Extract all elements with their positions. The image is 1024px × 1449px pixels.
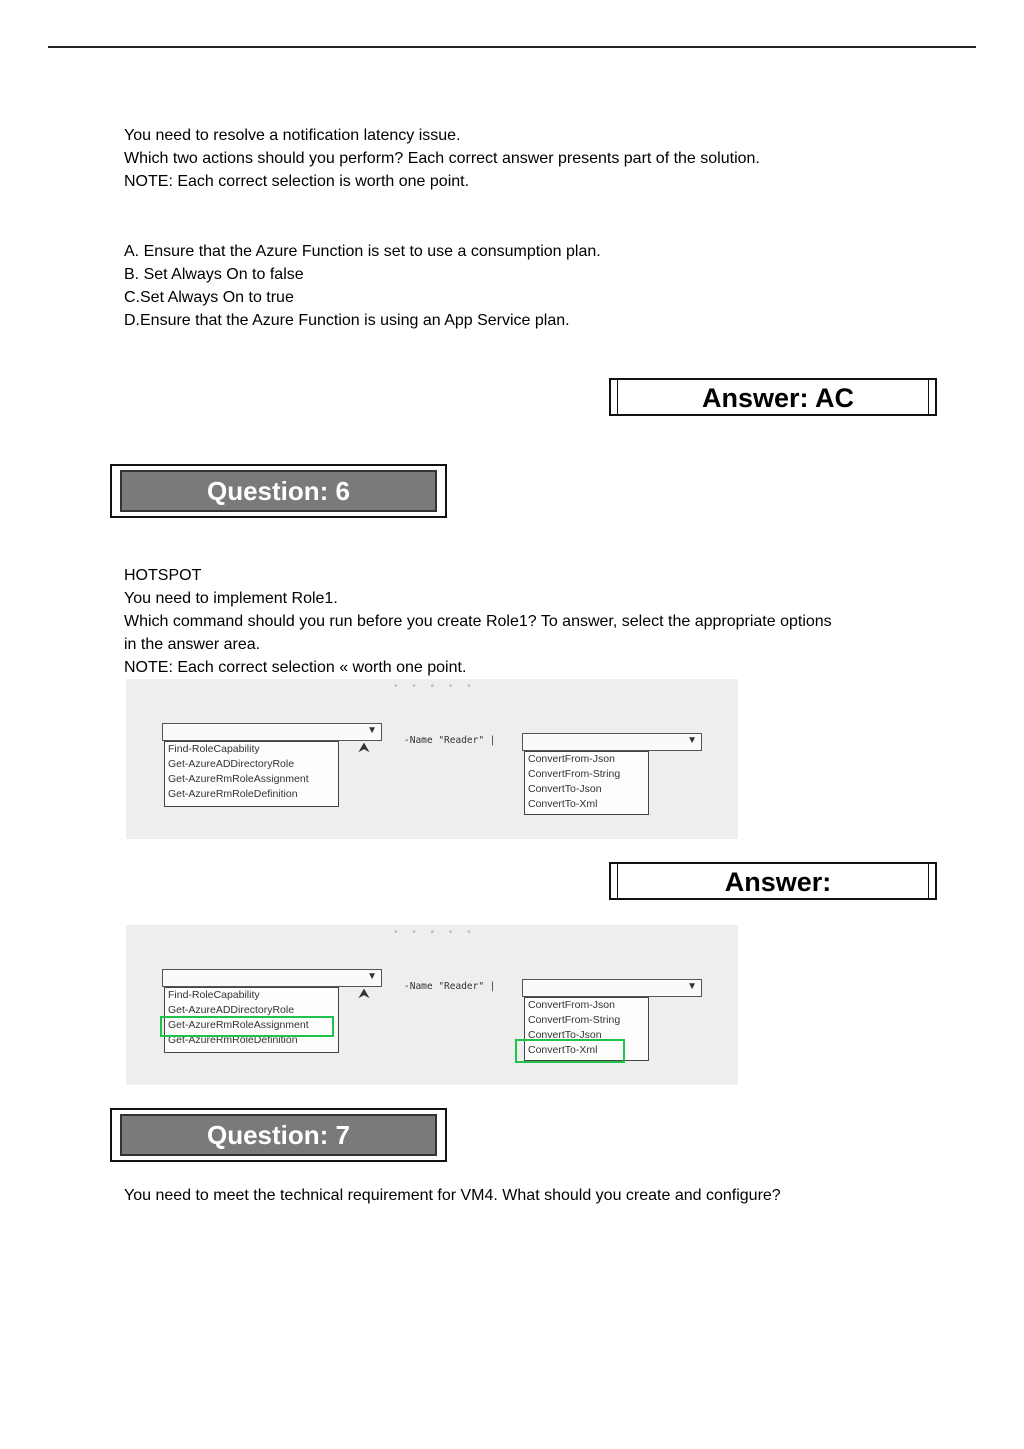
list-item[interactable]: Get-AzureRmRoleAssignment <box>168 773 309 785</box>
question5-answer-box <box>609 378 937 416</box>
list-item-selected[interactable]: ConvertTo-Xml <box>528 1044 598 1056</box>
decorative-dots: • • • • • <box>394 927 477 938</box>
list-item[interactable]: Get-AzureRmRoleDefinition <box>168 788 298 800</box>
cmdlet-option-list <box>164 741 339 807</box>
prompt-line: NOTE: Each correct selection is worth one point. <box>124 173 470 190</box>
convert-dropdown[interactable] <box>522 979 702 997</box>
cmdlet-dropdown[interactable] <box>162 723 382 741</box>
list-item[interactable]: Get-AzureRmRoleDefinition <box>168 1034 298 1046</box>
hotspot-answer-image <box>126 925 738 1085</box>
chevron-down-icon: ▼ <box>687 981 697 992</box>
option-a: A. Ensure that the Azure Function is set to use a consumption plan. <box>124 243 601 260</box>
chevron-down-icon: ▼ <box>687 735 697 746</box>
prompt-line: HOTSPOT <box>124 567 202 584</box>
list-item[interactable]: ConvertFrom-String <box>528 768 621 780</box>
list-item[interactable]: ConvertFrom-Json <box>528 753 615 765</box>
prompt-line: NOTE: Each correct selection « worth one point. <box>124 659 467 676</box>
list-item[interactable]: Get-AzureADDirectoryRole <box>168 758 295 770</box>
cmdlet-dropdown[interactable] <box>162 969 382 987</box>
chevron-down-icon: ▼ <box>367 725 377 736</box>
mouse-cursor-icon: ⮝ <box>358 739 370 755</box>
question6-heading-box <box>110 464 447 518</box>
question6-answer-box <box>609 862 937 900</box>
command-text: -Name "Reader" | <box>404 981 496 992</box>
convert-dropdown[interactable] <box>522 733 702 751</box>
prompt-line: You need to implement Role1. <box>124 590 338 607</box>
question7-heading-box <box>110 1108 447 1162</box>
question5-options <box>124 240 601 332</box>
option-c: C.Set Always On to true <box>124 289 294 306</box>
list-item[interactable]: ConvertTo-Json <box>528 783 602 795</box>
option-b: B. Set Always On to false <box>124 266 304 283</box>
selection-highlight-right <box>515 1039 625 1063</box>
prompt-line: You need to resolve a notification latency issue. <box>124 127 461 144</box>
question-heading: Question: 7 <box>120 1114 437 1156</box>
question5-prompt <box>124 124 760 193</box>
command-text: -Name "Reader" | <box>404 735 496 746</box>
list-item[interactable]: ConvertTo-Json <box>528 1029 602 1041</box>
question-heading: Question: 6 <box>120 470 437 512</box>
decorative-dots: • • • • • <box>394 681 477 692</box>
list-item[interactable]: Find-RoleCapability <box>168 989 260 1001</box>
chevron-down-icon: ▼ <box>367 971 377 982</box>
list-item[interactable]: ConvertFrom-String <box>528 1014 621 1026</box>
option-d: D.Ensure that the Azure Function is using an App Service plan. <box>124 312 570 329</box>
question6-prompt <box>124 564 832 679</box>
mouse-cursor-icon: ⮝ <box>358 985 370 1001</box>
question7-prompt <box>124 1184 781 1207</box>
prompt-line: in the answer area. <box>124 636 261 653</box>
list-item-selected[interactable]: Get-AzureRmRoleAssignment <box>168 1019 309 1031</box>
list-item[interactable]: Get-AzureADDirectoryRole <box>168 1004 295 1016</box>
prompt-line: You need to meet the technical requirement for VM4. What should you create and configure? <box>124 1187 781 1204</box>
list-item[interactable]: ConvertTo-Xml <box>528 798 598 810</box>
selection-highlight-left <box>160 1016 334 1037</box>
prompt-line: Which two actions should you perform? Each correct answer presents part of the solution. <box>124 150 760 167</box>
answer-label: Answer: <box>724 867 832 897</box>
answer-label: Answer: AC <box>701 383 855 413</box>
list-item[interactable]: Find-RoleCapability <box>168 743 260 755</box>
list-item[interactable]: ConvertFrom-Json <box>528 999 615 1011</box>
prompt-line: Which command should you run before you create Role1? To answer, select the appropriate options <box>124 613 832 630</box>
header-rule <box>48 46 976 48</box>
hotspot-question-image <box>126 679 738 839</box>
convert-option-list <box>524 751 649 815</box>
